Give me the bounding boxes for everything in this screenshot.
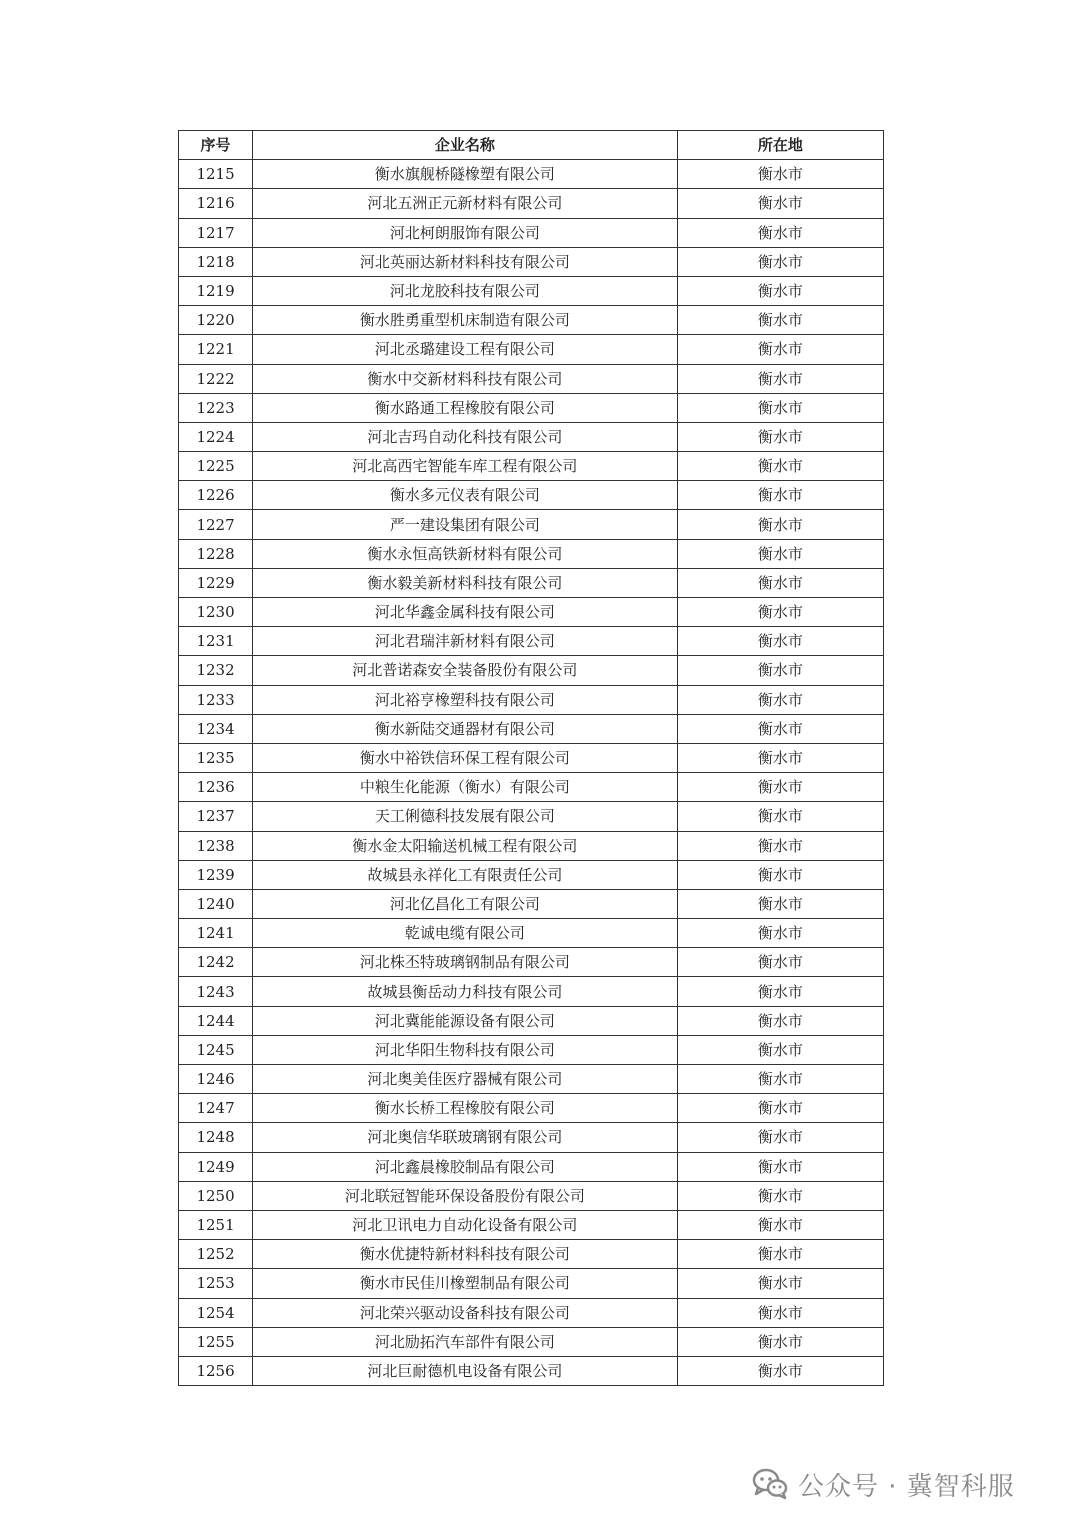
- table-row: [179, 393, 884, 422]
- company-name-cell: 河北丞璐建设工程有限公司: [253, 335, 678, 364]
- company-name-cell: 河北卫讯电力自动化设备有限公司: [253, 1210, 678, 1239]
- company-name-cell: 河北普诺森安全装备股份有限公司: [253, 656, 678, 685]
- location-cell: 衡水市: [677, 1006, 883, 1035]
- table-row: [179, 276, 884, 305]
- location-cell: 衡水市: [677, 1356, 883, 1385]
- serial-cell: 1250: [179, 1181, 253, 1210]
- table-row: [179, 1298, 884, 1327]
- serial-cell: 1222: [179, 364, 253, 393]
- company-name-cell: 河北株丕特玻璃钢制品有限公司: [253, 948, 678, 977]
- enterprise-table: [178, 130, 884, 1386]
- table-row: [179, 714, 884, 743]
- table-row: [179, 539, 884, 568]
- location-cell: 衡水市: [677, 1269, 883, 1298]
- serial-cell: 1224: [179, 422, 253, 451]
- table-row: [179, 860, 884, 889]
- location-cell: 衡水市: [677, 335, 883, 364]
- location-cell: 衡水市: [677, 1123, 883, 1152]
- serial-cell: 1246: [179, 1065, 253, 1094]
- location-cell: 衡水市: [677, 627, 883, 656]
- serial-cell: 1225: [179, 452, 253, 481]
- table-row: [179, 773, 884, 802]
- location-cell: 衡水市: [677, 685, 883, 714]
- serial-cell: 1229: [179, 568, 253, 597]
- company-name-cell: 河北柯朗服饰有限公司: [253, 218, 678, 247]
- serial-cell: 1219: [179, 276, 253, 305]
- table-row: [179, 802, 884, 831]
- serial-cell: 1255: [179, 1327, 253, 1356]
- serial-cell: 1230: [179, 598, 253, 627]
- table-body: [179, 160, 884, 1386]
- company-name-cell: 河北君瑞沣新材料有限公司: [253, 627, 678, 656]
- location-cell: 衡水市: [677, 452, 883, 481]
- company-name-cell: 衡水新陆交通器材有限公司: [253, 714, 678, 743]
- serial-cell: 1243: [179, 977, 253, 1006]
- company-name-cell: 河北鑫晨橡胶制品有限公司: [253, 1152, 678, 1181]
- location-cell: 衡水市: [677, 860, 883, 889]
- table-row: [179, 889, 884, 918]
- watermark-text: 公众号 · 冀智科服: [798, 1471, 1015, 1502]
- table-row: [179, 1181, 884, 1210]
- serial-cell: 1228: [179, 539, 253, 568]
- company-name-cell: 河北奥美佳医疗器械有限公司: [253, 1065, 678, 1094]
- company-name-cell: 衡水毅美新材料科技有限公司: [253, 568, 678, 597]
- table-row: [179, 1006, 884, 1035]
- table-row: [179, 1210, 884, 1239]
- serial-cell: 1233: [179, 685, 253, 714]
- table-row: [179, 510, 884, 539]
- serial-cell: 1237: [179, 802, 253, 831]
- location-cell: 衡水市: [677, 1152, 883, 1181]
- company-name-cell: 河北华鑫金属科技有限公司: [253, 598, 678, 627]
- table-row: [179, 977, 884, 1006]
- company-name-cell: 衡水旗舰桥隧橡塑有限公司: [253, 160, 678, 189]
- table-row: [179, 1240, 884, 1269]
- location-cell: 衡水市: [677, 510, 883, 539]
- company-name-cell: 河北龙胶科技有限公司: [253, 276, 678, 305]
- table-row: [179, 1123, 884, 1152]
- location-cell: 衡水市: [677, 276, 883, 305]
- location-cell: 衡水市: [677, 1327, 883, 1356]
- serial-cell: 1254: [179, 1298, 253, 1327]
- company-name-cell: 衡水多元仪表有限公司: [253, 481, 678, 510]
- table-row: [179, 831, 884, 860]
- serial-cell: 1251: [179, 1210, 253, 1239]
- company-name-cell: 衡水优捷特新材料科技有限公司: [253, 1240, 678, 1269]
- company-name-cell: 衡水市民佳川橡塑制品有限公司: [253, 1269, 678, 1298]
- table-row: [179, 1356, 884, 1385]
- table-row: [179, 364, 884, 393]
- header-location: 所在地: [677, 131, 883, 160]
- table-row: [179, 627, 884, 656]
- location-cell: 衡水市: [677, 1094, 883, 1123]
- company-name-cell: 衡水金太阳输送机械工程有限公司: [253, 831, 678, 860]
- wechat-icon: [752, 1468, 788, 1500]
- location-cell: 衡水市: [677, 539, 883, 568]
- company-name-cell: 河北英丽达新材料科技有限公司: [253, 247, 678, 276]
- table-row: [179, 160, 884, 189]
- header-company-name: 企业名称: [253, 131, 678, 160]
- table-header-row: [179, 131, 884, 160]
- company-name-cell: 河北华阳生物科技有限公司: [253, 1035, 678, 1064]
- serial-cell: 1248: [179, 1123, 253, 1152]
- watermark: [752, 1462, 1015, 1506]
- location-cell: 衡水市: [677, 1240, 883, 1269]
- header-serial: 序号: [179, 131, 253, 160]
- serial-cell: 1231: [179, 627, 253, 656]
- location-cell: 衡水市: [677, 802, 883, 831]
- location-cell: 衡水市: [677, 422, 883, 451]
- company-name-cell: 河北冀能能源设备有限公司: [253, 1006, 678, 1035]
- company-name-cell: 天工俐德科技发展有限公司: [253, 802, 678, 831]
- serial-cell: 1236: [179, 773, 253, 802]
- company-name-cell: 河北高西宅智能车库工程有限公司: [253, 452, 678, 481]
- company-name-cell: 河北吉玛自动化科技有限公司: [253, 422, 678, 451]
- company-name-cell: 故城县永祥化工有限责任公司: [253, 860, 678, 889]
- table-row: [179, 685, 884, 714]
- table-row: [179, 218, 884, 247]
- table-row: [179, 1065, 884, 1094]
- table-row: [179, 656, 884, 685]
- company-name-cell: 故城县衡岳动力科技有限公司: [253, 977, 678, 1006]
- serial-cell: 1238: [179, 831, 253, 860]
- location-cell: 衡水市: [677, 919, 883, 948]
- table-row: [179, 919, 884, 948]
- serial-cell: 1252: [179, 1240, 253, 1269]
- serial-cell: 1241: [179, 919, 253, 948]
- location-cell: 衡水市: [677, 189, 883, 218]
- serial-cell: 1215: [179, 160, 253, 189]
- table-row: [179, 948, 884, 977]
- company-name-cell: 中粮生化能源（衡水）有限公司: [253, 773, 678, 802]
- company-name-cell: 衡水长桥工程橡胶有限公司: [253, 1094, 678, 1123]
- serial-cell: 1232: [179, 656, 253, 685]
- location-cell: 衡水市: [677, 1035, 883, 1064]
- location-cell: 衡水市: [677, 568, 883, 597]
- location-cell: 衡水市: [677, 1065, 883, 1094]
- serial-cell: 1223: [179, 393, 253, 422]
- company-name-cell: 衡水中裕铁信环保工程有限公司: [253, 743, 678, 772]
- serial-cell: 1216: [179, 189, 253, 218]
- table-row: [179, 568, 884, 597]
- table-row: [179, 598, 884, 627]
- location-cell: 衡水市: [677, 977, 883, 1006]
- location-cell: 衡水市: [677, 656, 883, 685]
- table-row: [179, 1327, 884, 1356]
- table-row: [179, 1269, 884, 1298]
- location-cell: 衡水市: [677, 393, 883, 422]
- company-name-cell: 河北荣兴驱动设备科技有限公司: [253, 1298, 678, 1327]
- serial-cell: 1235: [179, 743, 253, 772]
- company-name-cell: 衡水路通工程橡胶有限公司: [253, 393, 678, 422]
- location-cell: 衡水市: [677, 598, 883, 627]
- table-row: [179, 743, 884, 772]
- table-row: [179, 247, 884, 276]
- company-name-cell: 衡水永恒高铁新材料有限公司: [253, 539, 678, 568]
- serial-cell: 1220: [179, 306, 253, 335]
- serial-cell: 1234: [179, 714, 253, 743]
- location-cell: 衡水市: [677, 1181, 883, 1210]
- serial-cell: 1245: [179, 1035, 253, 1064]
- serial-cell: 1249: [179, 1152, 253, 1181]
- serial-cell: 1239: [179, 860, 253, 889]
- location-cell: 衡水市: [677, 773, 883, 802]
- serial-cell: 1244: [179, 1006, 253, 1035]
- company-name-cell: 衡水中交新材料科技有限公司: [253, 364, 678, 393]
- location-cell: 衡水市: [677, 247, 883, 276]
- serial-cell: 1218: [179, 247, 253, 276]
- table-row: [179, 422, 884, 451]
- serial-cell: 1226: [179, 481, 253, 510]
- location-cell: 衡水市: [677, 481, 883, 510]
- table-row: [179, 335, 884, 364]
- company-name-cell: 衡水胜勇重型机床制造有限公司: [253, 306, 678, 335]
- company-name-cell: 河北联冠智能环保设备股份有限公司: [253, 1181, 678, 1210]
- location-cell: 衡水市: [677, 306, 883, 335]
- company-name-cell: 河北巨耐德机电设备有限公司: [253, 1356, 678, 1385]
- company-name-cell: 河北亿昌化工有限公司: [253, 889, 678, 918]
- location-cell: 衡水市: [677, 1298, 883, 1327]
- location-cell: 衡水市: [677, 948, 883, 977]
- company-name-cell: 河北五洲正元新材料有限公司: [253, 189, 678, 218]
- table-row: [179, 1094, 884, 1123]
- serial-cell: 1247: [179, 1094, 253, 1123]
- serial-cell: 1256: [179, 1356, 253, 1385]
- table-row: [179, 481, 884, 510]
- serial-cell: 1253: [179, 1269, 253, 1298]
- company-name-cell: 严一建设集团有限公司: [253, 510, 678, 539]
- serial-cell: 1221: [179, 335, 253, 364]
- location-cell: 衡水市: [677, 1210, 883, 1239]
- location-cell: 衡水市: [677, 364, 883, 393]
- location-cell: 衡水市: [677, 714, 883, 743]
- location-cell: 衡水市: [677, 889, 883, 918]
- company-name-cell: 河北励拓汽车部件有限公司: [253, 1327, 678, 1356]
- location-cell: 衡水市: [677, 218, 883, 247]
- company-name-cell: 河北裕亨橡塑科技有限公司: [253, 685, 678, 714]
- location-cell: 衡水市: [677, 831, 883, 860]
- serial-cell: 1242: [179, 948, 253, 977]
- company-name-cell: 河北奥信华联玻璃钢有限公司: [253, 1123, 678, 1152]
- serial-cell: 1227: [179, 510, 253, 539]
- table-row: [179, 452, 884, 481]
- serial-cell: 1217: [179, 218, 253, 247]
- table-row: [179, 189, 884, 218]
- table-row: [179, 306, 884, 335]
- table-row: [179, 1035, 884, 1064]
- company-name-cell: 乾诚电缆有限公司: [253, 919, 678, 948]
- table-row: [179, 1152, 884, 1181]
- location-cell: 衡水市: [677, 743, 883, 772]
- serial-cell: 1240: [179, 889, 253, 918]
- location-cell: 衡水市: [677, 160, 883, 189]
